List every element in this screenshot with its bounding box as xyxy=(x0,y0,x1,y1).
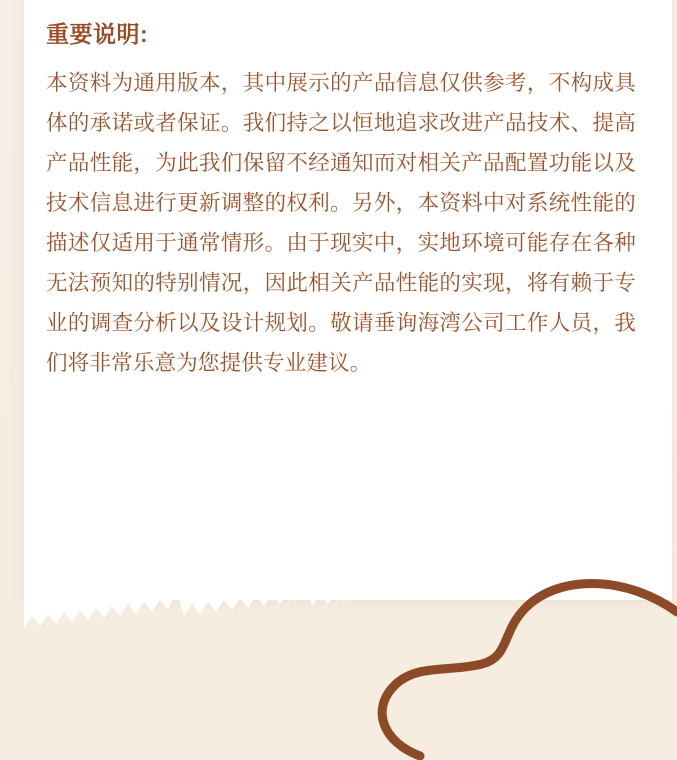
left-background-strip xyxy=(0,0,24,760)
disclaimer-paragraph: 本资料为通用版本，其中展示的产品信息仅供参考，不构成具体的承诺或者保证。我们持之以恒地追求改进产品技术、提高产品性能，为此我们保留不经通知而对相关产品配置功能以及技术信息进行更新调整的权利。另外，本资料中对系统性能的描述仅适用于通常情形。由于现实中，实地环境可能存在各种无法预知的特别情况，因此相关产品性能的实现，将有赖于专业的调查分析以及设计规划。敬请垂询海湾公司工作人员，我们将非常乐意为您提供专业建议。 xyxy=(46,71,636,376)
torn-paper-edge xyxy=(24,470,672,650)
page-title: 重要说明: xyxy=(46,21,149,47)
document-content xyxy=(46,18,636,384)
